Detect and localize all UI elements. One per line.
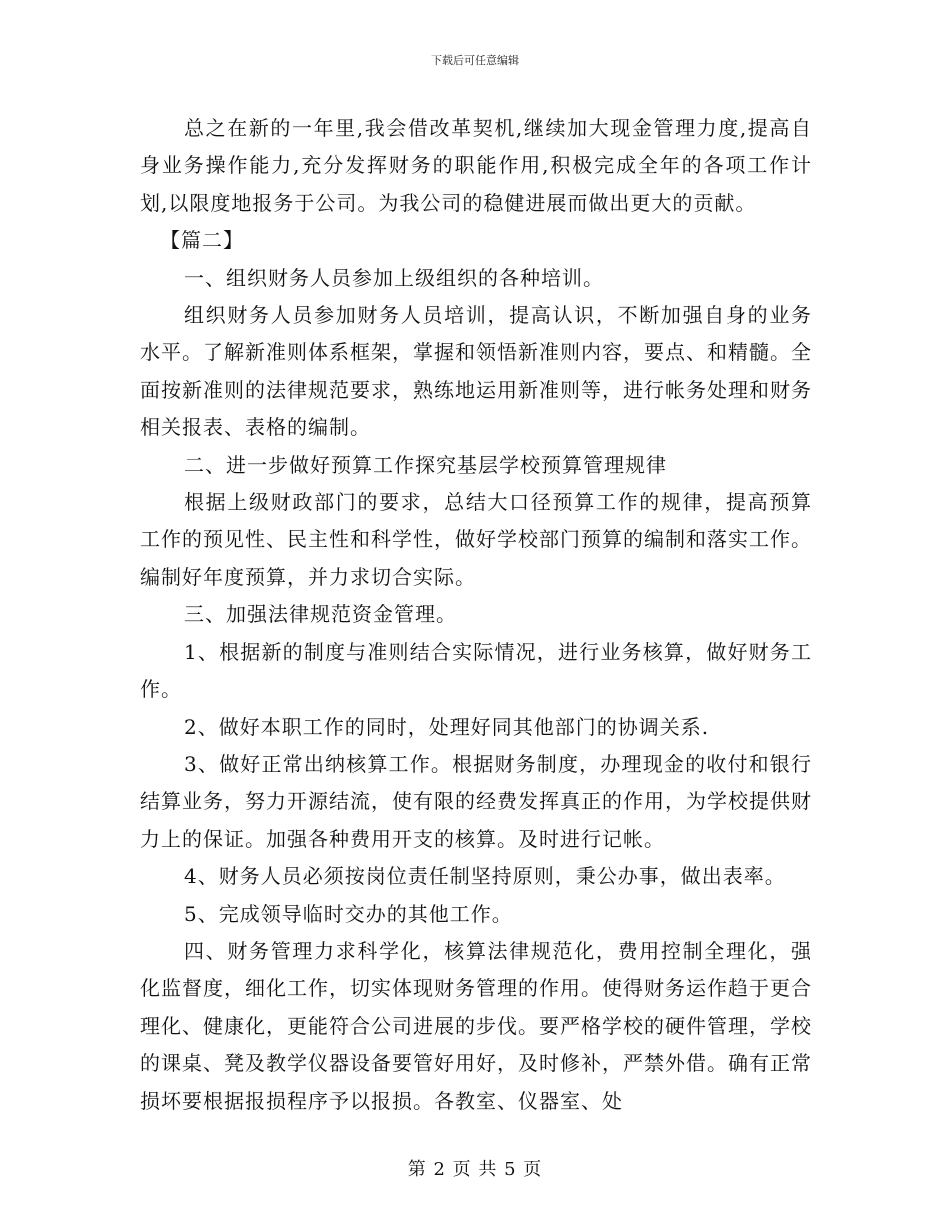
list-item-2: 2、做好本职工作的同时，处理好同其他部门的协调关系. [184,714,710,739]
paragraph-training: 组织财务人员参加财务人员培训，提高认识，不断加强自身的业务水平。了解新准则体系框架，掌握和领悟新准则内容，要点、和精髓。全面按新准则的法律规范要求，熟练地运用新准则等，进行帐务处理和财务相关报表、表格的编制。 [140,303,812,440]
paragraph-summary: 总之在新的一年里,我会借改革契机,继续加大现金管理力度,提高自身业务操作能力,充分发挥财务的职能作用,积极完成全年的各项工作计划,以限度地报务于公司。为我公司的稳健进展而做出更大的贡献。 [140,116,812,215]
paragraph-financial-management: 四、财务管理力求科学化，核算法律规范化，费用控制全理化，强化监督度，细化工作，切实体现财务管理的作用。使得财务运作趋于更合理化、健康化，更能符合公司进展的步伐。要严格学校的硬件管理，学校的课桌、凳及教学仪器设备要管好用好，及时修补，严禁外借。确有正常损坏要根据报损程序予以报损。各教室、仪器室、处 [140,938,812,1113]
heading-budget: 二、进一步做好预算工作探究基层学校预算管理规律 [184,452,667,477]
paragraph-budget: 根据上级财政部门的要求，总结大口径预算工作的规律，提高预算工作的预见性、民主性和科学性，做好学校部门预算的编制和落实工作。编制好年度预算，并力求切合实际。 [140,490,812,589]
heading-training: 一、组织财务人员参加上级组织的各种培训。 [184,265,604,290]
page-number: 第 2 页 共 5 页 [407,1159,543,1180]
heading-fund-management: 三、加强法律规范资金管理。 [184,602,457,627]
list-item-5: 5、完成领导临时交办的其他工作。 [184,901,513,926]
document-body [140,110,812,1120]
page-header-note: 下载后可任意编辑 [431,54,519,67]
list-item-3: 3、做好正常出纳核算工作。根据财务制度，办理现金的收付和银行结算业务，努力开源结流，使有限的经费发挥真正的作用，为学校提供财力上的保证。加强各种费用开支的核算。及时进行记帐。 [140,751,812,851]
list-item-4: 4、财务人员必须按岗位责任制坚持原则，秉公办事，做出表率。 [184,864,786,889]
section-title-part-two: 【篇二】 [160,228,244,253]
list-item-1: 1、根据新的制度与准则结合实际情况，进行业务核算，做好财务工作。 [140,639,812,702]
